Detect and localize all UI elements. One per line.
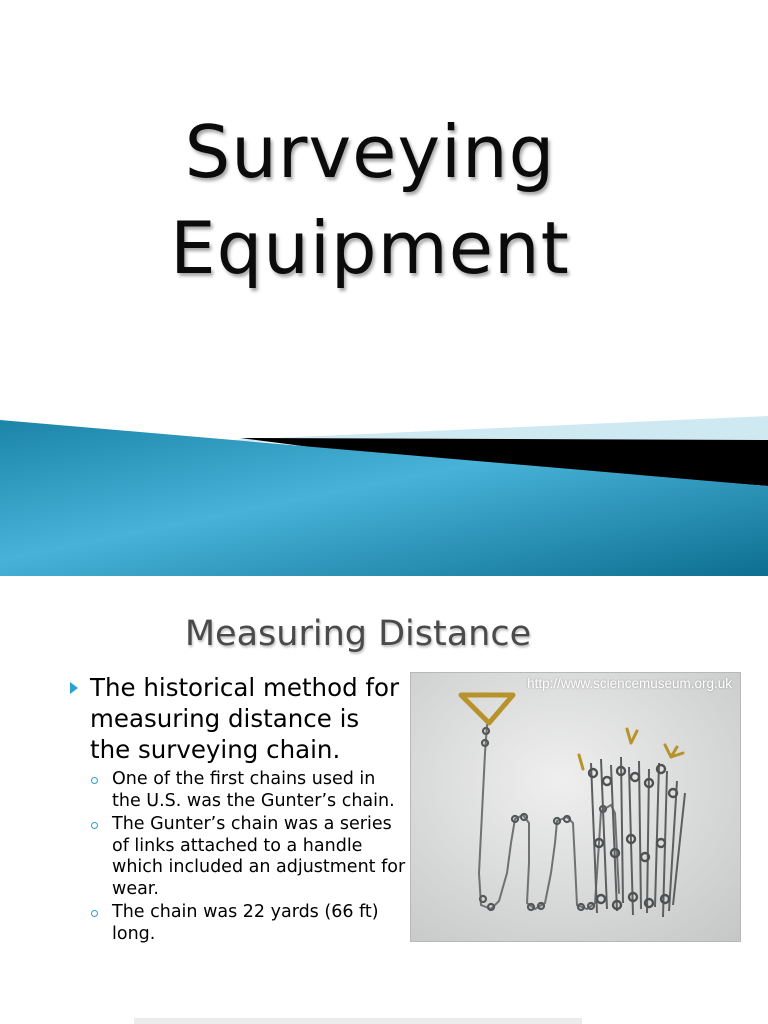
bullet-list <box>66 672 406 947</box>
title-line-2: Equipment <box>170 206 570 290</box>
gunters-chain-photo <box>410 672 741 942</box>
ring-bullet-icon <box>91 777 98 784</box>
next-slide-text-box <box>134 1018 582 1024</box>
main-bullet-text: The historical method for measuring distance is the surveying chain. <box>90 673 400 764</box>
ring-bullet-icon <box>91 822 98 829</box>
sub-bullet-text: The chain was 22 yards (66 ft) long. <box>112 902 379 944</box>
sub-bullet-list <box>66 769 406 945</box>
triangle-bullet-icon <box>70 682 78 694</box>
slide-measuring-distance <box>0 576 768 1024</box>
sub-bullet <box>66 902 406 945</box>
chain-illustration <box>411 673 740 941</box>
photo-source-url: http://www.sciencemuseum.org.uk <box>527 676 732 691</box>
title-line-1: Surveying <box>184 110 556 194</box>
sub-bullet <box>66 769 406 812</box>
sub-bullet <box>66 814 406 900</box>
main-bullet <box>66 672 406 765</box>
sub-bullet-text: One of the first chains used in the U.S. was the Gunter’s chain. <box>112 769 395 811</box>
sub-bullet-text: The Gunter’s chain was a series of links attached to a handle which included an adjustment for wear. <box>112 814 406 899</box>
ring-bullet-icon <box>91 910 98 917</box>
slide-title: Measuring Distance <box>184 614 532 654</box>
